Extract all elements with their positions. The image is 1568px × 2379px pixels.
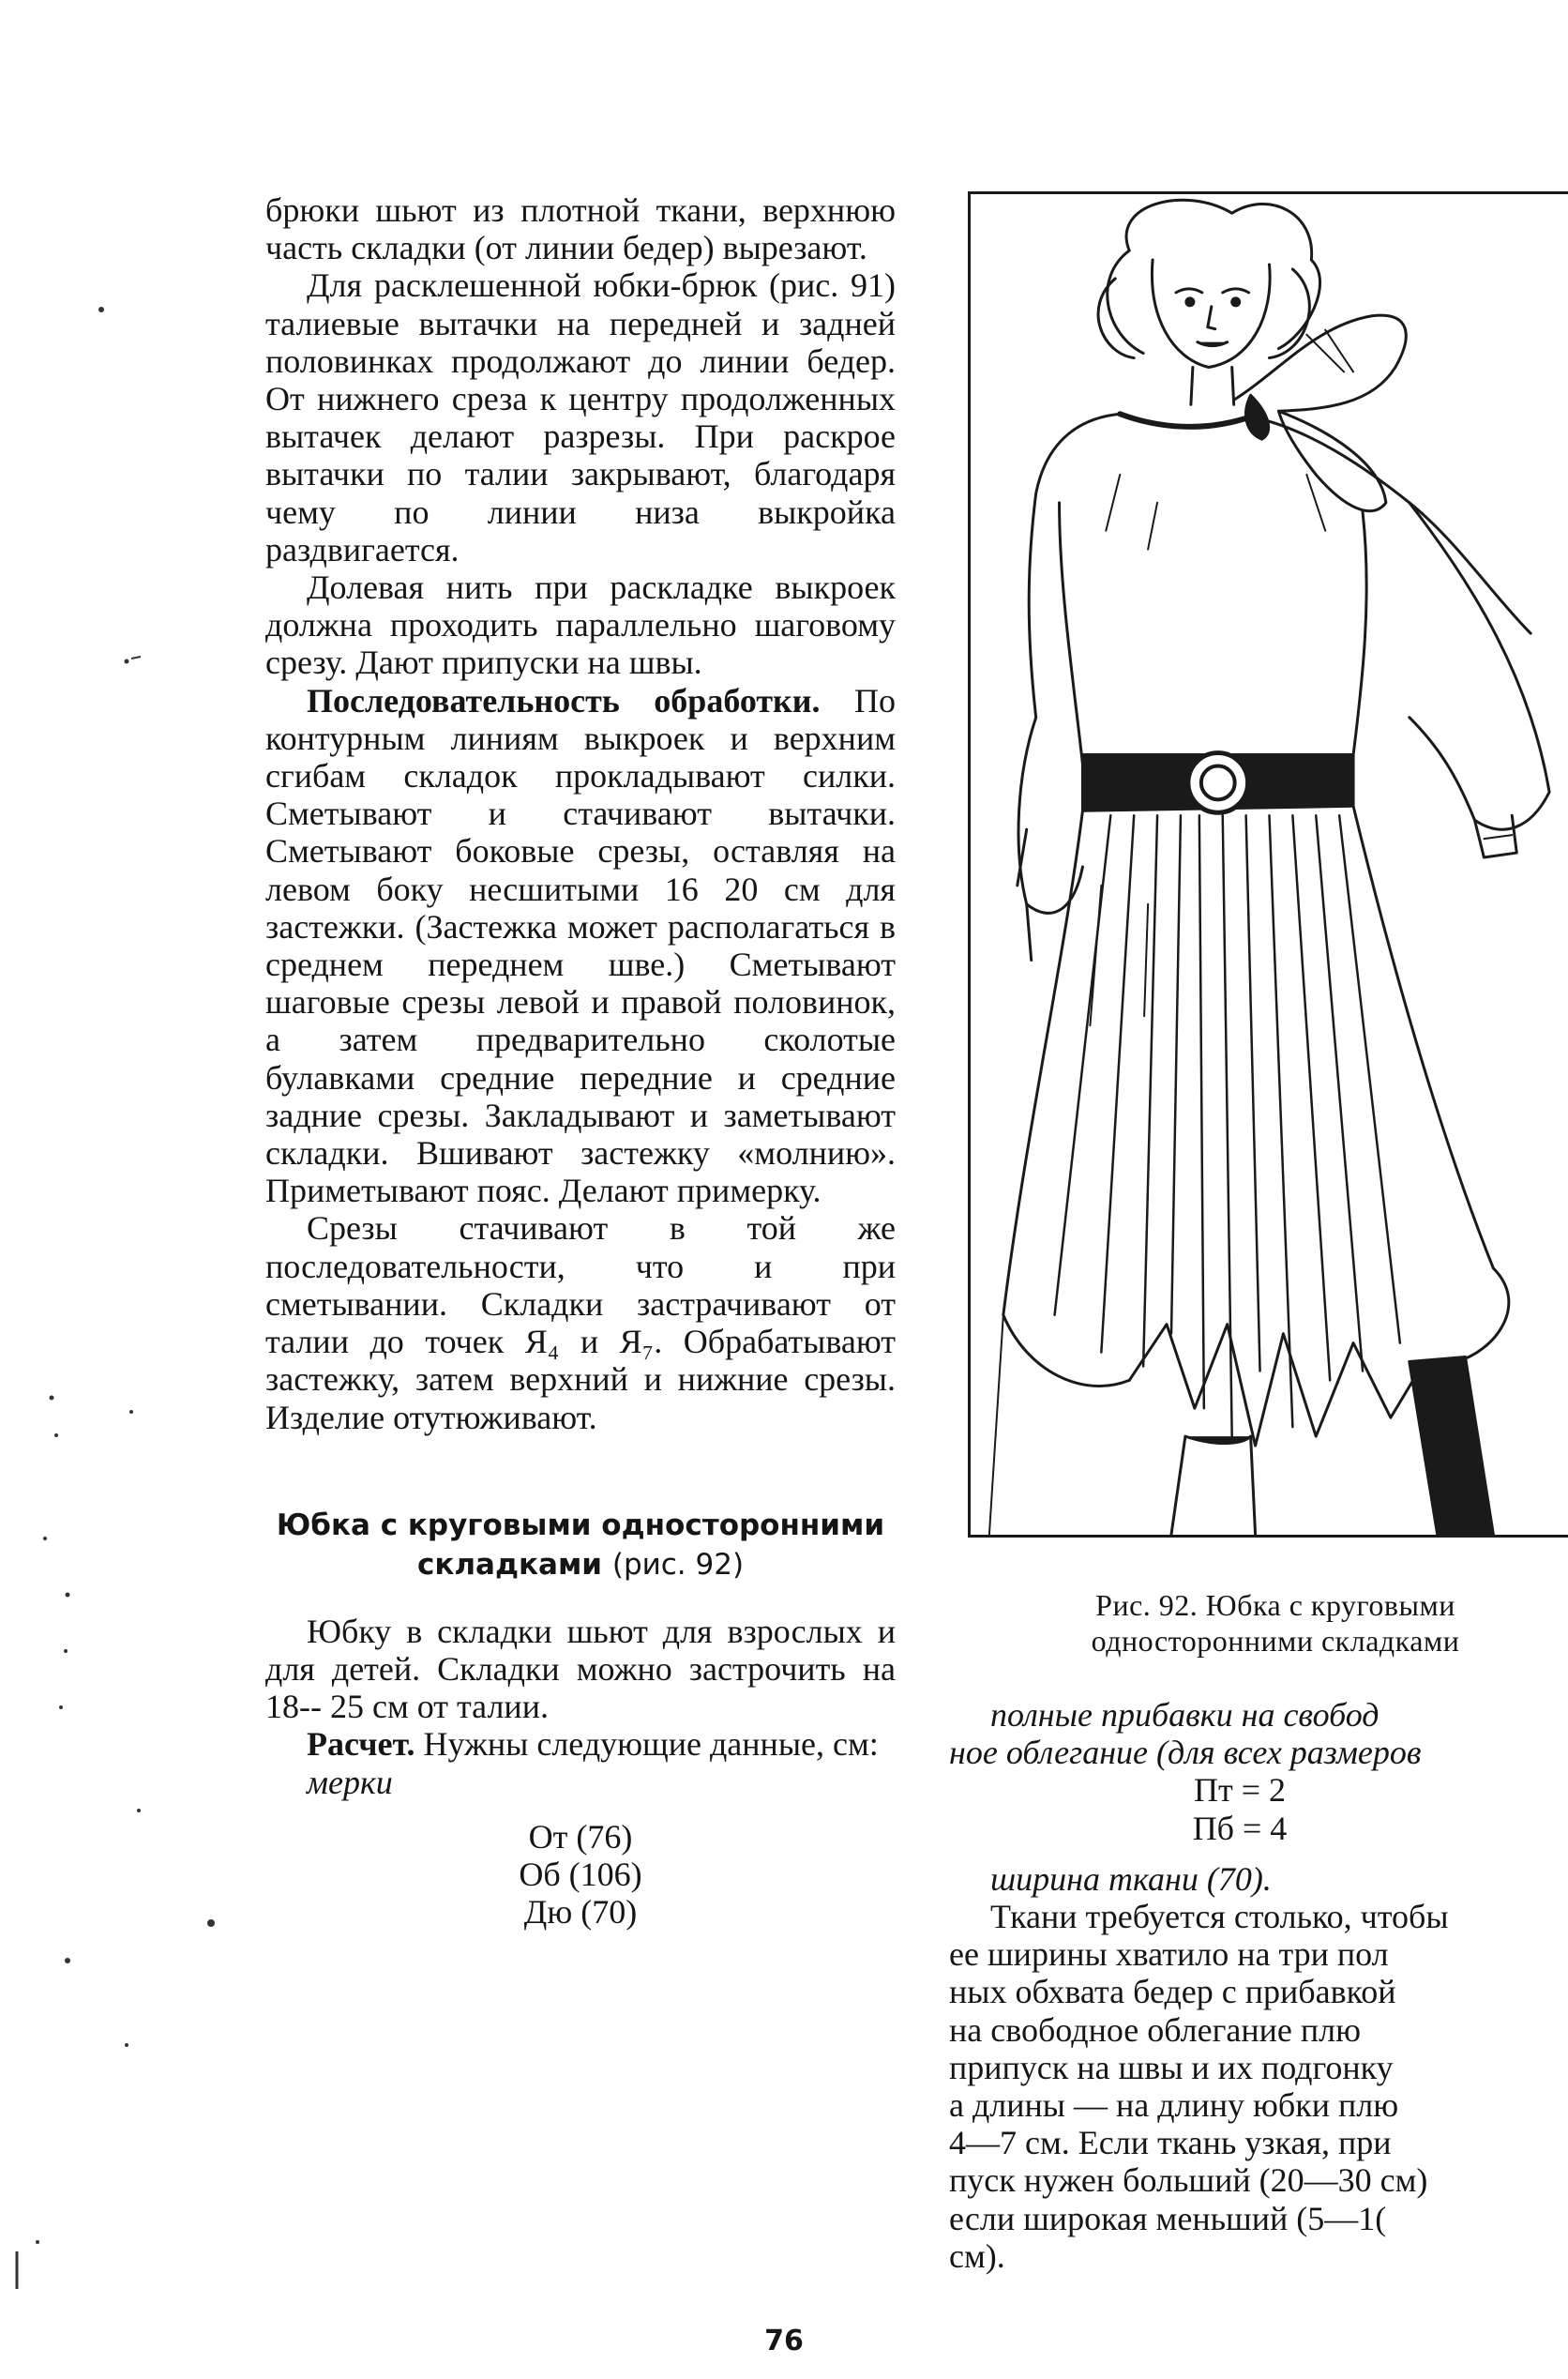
measure-item: Дю (70) [523,1892,638,1931]
paragraph: Срезы стачивают в той же последовательности, что и при сметывании. Складки застрачивают от талии до точек Я₄ и Я₇. Обрабатывают застежку, затем верхний и нижние срезы. Изделие отутюживают. [265,1209,896,1436]
text-line: если широкая меньший (5—1( [949,2199,1387,2237]
text-line: полные прибавки на свобод [990,1696,1380,1734]
paragraph [265,1725,896,1763]
measure-item: Об (106) [519,1855,642,1893]
dress-sketch [971,194,1568,1535]
run-in-heading: Расчет. [307,1725,415,1764]
paragraph-text: Нужны следующие данные, см: [423,1725,879,1764]
caption-line: односторонними складками [1091,1624,1460,1658]
paragraph [265,682,896,1210]
text-line: ных обхвата бедер с прибавкой [949,1973,1396,2011]
run-in-heading: Последовательность обработки. [307,681,821,720]
section-heading-title: Юбка с круговыми односторонними складками [276,1508,885,1582]
text-line: ширина ткани (70). [990,1859,1272,1898]
figure-reference: (рис. 92) [611,1547,745,1582]
figure-illustration [968,191,1568,1538]
page-number: 76 [764,2325,804,2357]
measure-item: От (76) [528,1817,633,1856]
text-line: 4—7 см. Если ткань узкая, при [949,2124,1392,2162]
text-line: на свободное облегание плю [949,2010,1361,2049]
paragraph: Долевая нить при раскладке выкроек должна проходить параллельно шаговому срезу. Дают припуски на швы. [265,568,896,682]
paragraph-text: По контурным линиям выкроек и верхним сгибам складок прокладывают силки. Сметывают и стачивают вытачки. Сметывают боковые срезы, оставляя на левом боку несшитыми 16 20 см для застежки. (Застежка может располагаться в среднем переднем шве.) Сметывают шаговые срезы левой и правой половинок, а затем предварительно сколотые булавками средние передние и средние задние срезы. Закладывают и заметывают складки. Вшивают застежку «молнию». Приметывают пояс. Делают примерку. [265,681,896,1210]
measures-label: мерки [307,1763,393,1801]
paragraph: Юбку в складки шьют для взрослых и для детей. Складки можно застрочить на 18-- 25 см от талии. [265,1612,896,1726]
text-line: ное облегание (для всех размеров [949,1734,1422,1772]
paragraph: брюки шьют из плотной ткани, верхнюю часть складки (от линии бедер) вырезают. [265,191,896,267]
section-heading [265,1506,896,1584]
allowance-item: Пт = 2 [1193,1771,1287,1810]
text-line: припуск на швы и их подгонку [949,2048,1394,2086]
text-line: пуск нужен больший (20—30 см) [949,2161,1428,2200]
paragraph: Для расклешенной юбки-брюк (рис. 91) талиевые вытачки на передней и задней половинках продолжают до линии бедер. От нижнего среза к центру продолженных вытачек делают разрезы. При раскрое вытачки по талии закрывают, благодаря чему по линии низа выкройка раздвигается. [265,266,896,568]
measures-list [265,1818,896,1931]
text-line: ее ширины хватило на три пол [949,1935,1389,1974]
right-text-column [949,1696,1568,2275]
text-line: см). [949,2236,1005,2275]
caption-line: Рис. 92. Юбка с круговыми [1095,1588,1455,1622]
text-line: а длины — на длину юбки плю [949,2086,1399,2125]
allowance-item: Пб = 4 [1192,1809,1288,1847]
left-text-column [265,191,896,1931]
figure-caption [994,1587,1557,1659]
text-line: Ткани требуется столько, чтобы [990,1898,1449,1936]
